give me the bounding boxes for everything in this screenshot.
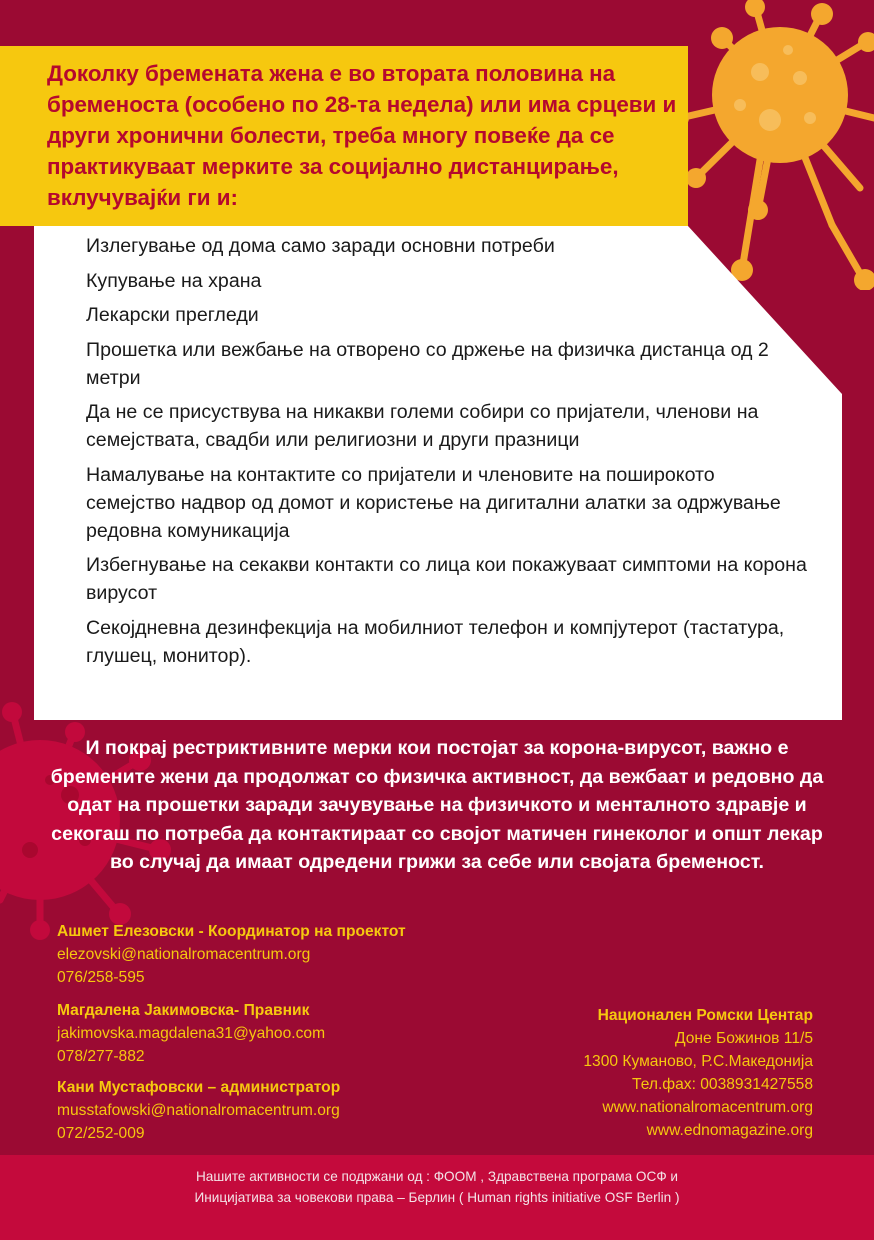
list-item: Да не се присуствува на никакви големи собири со пријатели, членови на семејствата, свадби или религиозни и други празници [86, 401, 759, 451]
list-item: Секојдневна дезинфекција на мобилниот телефон и компјутерот (тастатура, глушец, монитор). [86, 616, 785, 667]
footer-line-1: Нашите активности се подржани од : ФООМ , Здравствена програма ОСФ и [195, 1169, 679, 1184]
distancing-measures-list [86, 232, 826, 676]
contact-email[interactable]: jakimovska.magdalena31@yahoo.com [57, 1025, 326, 1042]
footer-line-2: Иницијатива за човекови права – Берлин ( Human rights initiative OSF Berlin ) [194, 1190, 680, 1205]
organization-city: 1300 Куманово, Р.С.Македонија [583, 1053, 813, 1070]
contact-email[interactable]: elezovski@nationalromacentrum.org [57, 946, 311, 963]
contact-name: Ашмет Елезовски - Координатор на проектот [57, 923, 406, 940]
footer-sponsors [0, 1166, 874, 1208]
list-item: Намалување на контактите со пријатели и членовите на поширокото семејство надвор од домот и користење на дигитални алатки за одржување редовна комуникација [86, 463, 781, 542]
contact-email[interactable]: musstafowski@nationalromacentrum.org [57, 1102, 340, 1119]
contact-phone: 072/252-009 [57, 1125, 145, 1142]
organization-phone: Тел.фах: 0038931427558 [632, 1076, 813, 1093]
organization-address: Доне Божинов 11/5 [675, 1030, 813, 1047]
list-item: Прошетка или вежбање на отворено со држење на физичка дистанца од 2 метри [86, 338, 769, 389]
header-heading: Доколку бремената жена е во втората половина на бременоста (особено по 28-та недела) или има срцеви и други хронични болести, треба многу повеќе да се практикуваат мерките за социјално дистанцирање, вклучувајќи ги и: [47, 61, 677, 210]
contact-administrator [57, 1076, 340, 1145]
main-message: И покрај рестриктивните мерки кои постојат за корона-вирусот, важно е бремените жени да продолжат со физичка активност, да вежбаат и редовно да одат на прошетки заради зачувување на физичкото и менталното здравје и секогаш по потреба да контактираат со својот матичен гинеколог и општ лекар во случај да имаат одредени грижи за себе или својата бременост. [50, 737, 824, 874]
contact-lawyer [57, 999, 325, 1068]
contact-name: Магдалена Јакимовска- Правник [57, 1002, 310, 1019]
organization-info [583, 1004, 813, 1142]
contact-name: Кани Мустафовски – администратор [57, 1079, 341, 1096]
organization-website-link[interactable]: www.nationalromacentrum.org [602, 1099, 813, 1116]
magazine-website-link[interactable]: www.ednomagazine.org [646, 1122, 813, 1139]
list-item: Лекарски прегледи [86, 304, 259, 326]
list-item: Излегување од дома само заради основни потреби [86, 235, 555, 257]
contact-phone: 078/277-882 [57, 1048, 145, 1065]
organization-name: Национален Ромски Центар [597, 1007, 813, 1024]
list-item: Купување на храна [86, 269, 262, 292]
contact-coordinator [57, 920, 406, 989]
list-item: Избегнување на секакви контакти со лица кои покажуваат симптоми на корона вирусот [86, 554, 807, 604]
contact-phone: 076/258-595 [57, 969, 145, 986]
